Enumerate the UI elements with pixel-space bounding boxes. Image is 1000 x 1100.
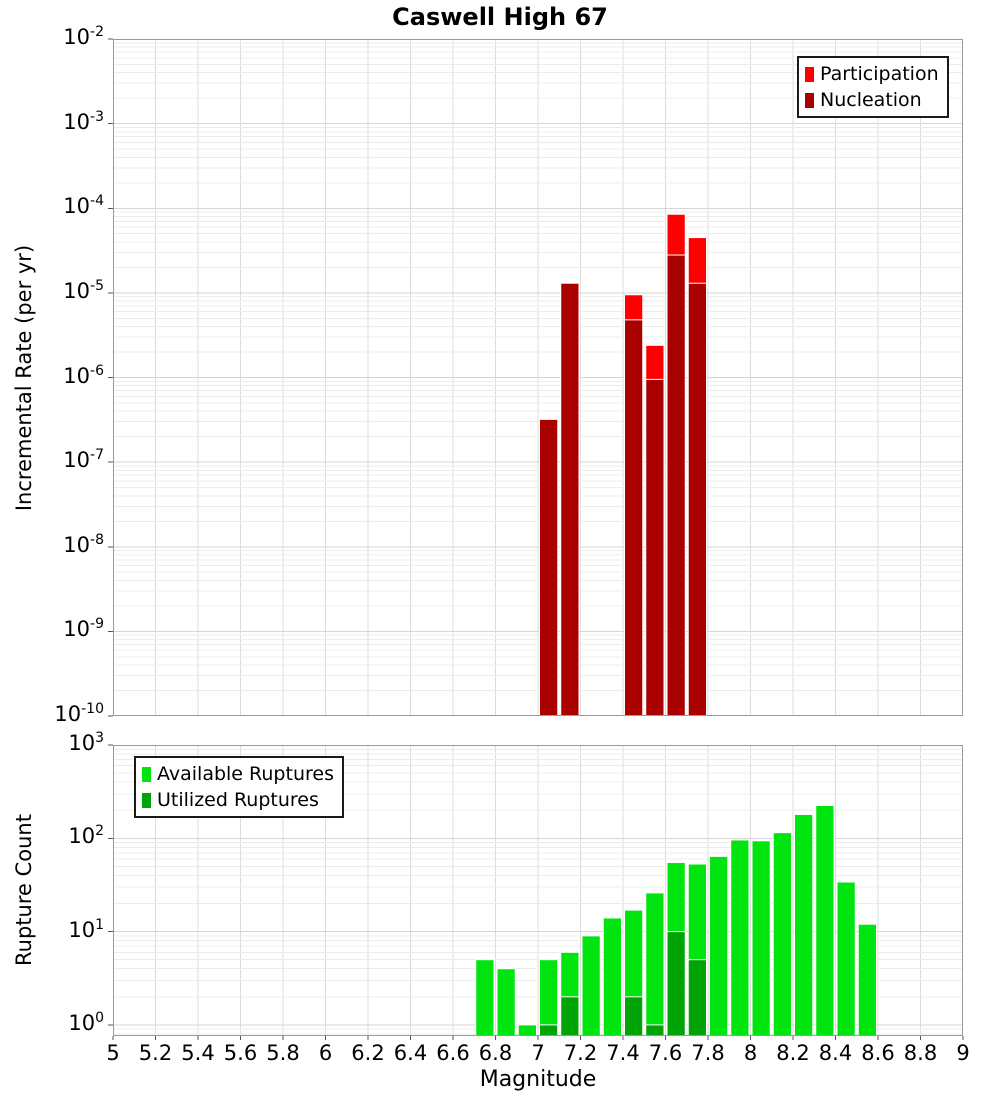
y-tick-label: $10^{-9}$	[63, 616, 104, 642]
count-y-axis-label: Rupture Count	[12, 814, 36, 966]
rate-plot-area	[113, 39, 963, 716]
x-tick-label: 8.4	[818, 1041, 853, 1065]
rate-legend	[797, 56, 949, 118]
participation-swatch-icon	[805, 67, 814, 82]
x-tick-label: 6.2	[351, 1041, 385, 1065]
legend-item-utilized	[142, 787, 334, 813]
y-tick-label: $10^{-3}$	[63, 108, 104, 134]
x-tick-label: 6.6	[436, 1041, 470, 1065]
count-legend	[134, 756, 344, 818]
x-tick-label: 5.2	[138, 1041, 173, 1065]
x-tick-label: 8.6	[861, 1041, 895, 1065]
legend-item-available	[142, 761, 334, 787]
legend-label-utilized: Utilized Ruptures	[157, 789, 319, 811]
y-tick-label: $10^0$	[68, 1009, 104, 1035]
available-ruptures-swatch-icon	[142, 767, 151, 782]
x-tick-label: 7.8	[691, 1041, 725, 1065]
y-tick-label: $10^2$	[68, 823, 104, 849]
y-tick-label: $10^{-2}$	[63, 24, 104, 49]
y-tick-label: $10^{-5}$	[63, 277, 104, 303]
x-tick-label: 5.4	[181, 1041, 215, 1065]
x-tick-label: 5	[106, 1041, 120, 1065]
y-tick-label: $10^1$	[68, 916, 104, 942]
x-tick-label: 5.8	[266, 1041, 300, 1065]
y-tick-label: $10^3$	[68, 730, 104, 755]
legend-label-nucleation: Nucleation	[820, 89, 922, 111]
y-tick-label: $10^{-7}$	[63, 447, 104, 473]
x-tick-label: 8.8	[903, 1041, 938, 1065]
x-tick-label: 5.6	[223, 1041, 258, 1065]
x-tick-label: 7.4	[606, 1041, 640, 1065]
legend-item-nucleation	[805, 87, 939, 113]
x-tick-label: 6.8	[478, 1041, 513, 1065]
x-tick-label: 8.2	[776, 1041, 810, 1065]
utilized-ruptures-swatch-icon	[142, 793, 151, 808]
y-tick-label: $10^{-6}$	[63, 362, 104, 388]
x-tick-label: 7	[531, 1041, 545, 1065]
x-tick-label: 6	[318, 1041, 333, 1065]
x-tick-label: 7.6	[648, 1041, 683, 1065]
legend-label-available: Available Ruptures	[157, 763, 334, 785]
legend-label-participation: Participation	[820, 63, 939, 85]
nucleation-swatch-icon	[805, 93, 814, 108]
x-tick-label: 7.2	[563, 1041, 598, 1065]
chart-title: Caswell High 67	[392, 3, 608, 31]
legend-item-participation	[805, 61, 939, 87]
y-tick-label: $10^{-4}$	[63, 193, 104, 219]
x-axis-label: Magnitude	[479, 1067, 597, 1092]
x-tick-label: 6.4	[393, 1041, 428, 1065]
y-tick-label: $10^{-10}$	[54, 701, 104, 726]
y-tick-label: $10^{-8}$	[63, 531, 104, 557]
x-tick-label: 8	[743, 1041, 758, 1065]
x-tick-label: 9	[956, 1041, 970, 1065]
rate-y-axis-label: Incremental Rate (per yr)	[12, 244, 36, 512]
